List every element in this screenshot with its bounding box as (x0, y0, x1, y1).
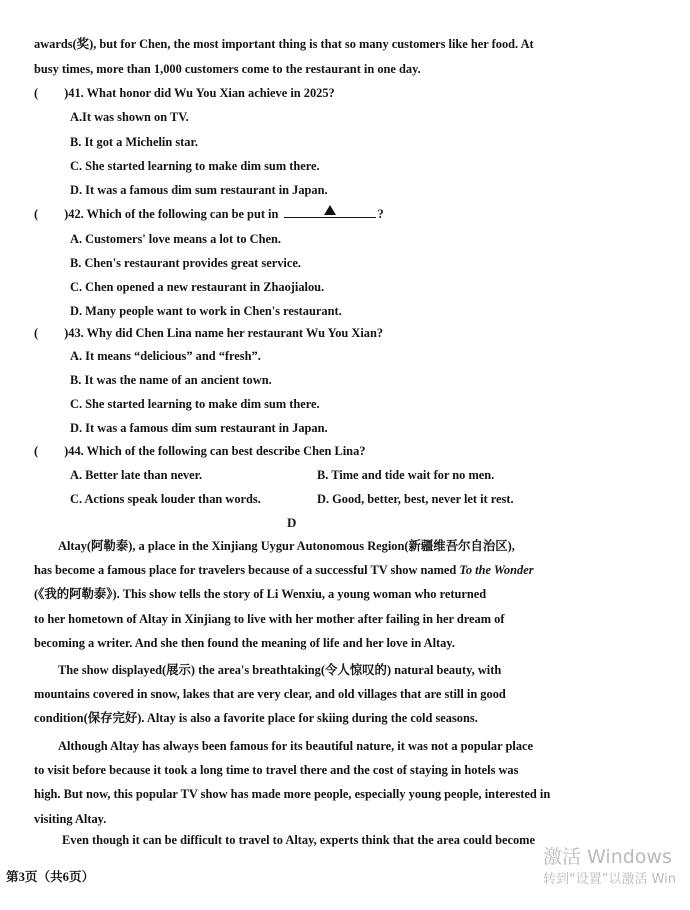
answer-bracket-open[interactable]: ( (34, 326, 39, 340)
paragraph-line: to her hometown of Altay in Xinjiang to live with her mother after failing in her dream of (34, 611, 505, 626)
question-stem: Why did Chen Lina name her restaurant Wu You Xian? (86, 326, 384, 340)
question-42 (34, 206, 384, 222)
option-d[interactable]: D. It was a famous dim sum restaurant in Japan. (70, 183, 328, 197)
option-d[interactable]: D. Many people want to work in Chen's restaurant. (70, 304, 342, 318)
paragraph-line: Altay(阿勒泰), a place in the Xinjiang Uygur Autonomous Region(新疆维吾尔自治区), (58, 539, 515, 553)
paragraph-3 (34, 734, 574, 831)
answer-bracket-close: ) (64, 326, 69, 340)
option-a[interactable]: A. Better late than never. (70, 468, 203, 482)
option-b[interactable]: B. It got a Michelin star. (70, 135, 198, 149)
page-number: 第3页（共6页） (6, 870, 95, 884)
option-c[interactable]: C. Actions speak louder than words. (70, 492, 261, 506)
option-c[interactable]: C. She started learning to make dim sum there. (70, 397, 320, 411)
answer-bracket-open[interactable]: ( (34, 86, 39, 100)
paragraph-line: mountains covered in snow, lakes that are very clear, and old villages that are still in good (34, 687, 506, 702)
question-43 (34, 325, 383, 341)
option-d[interactable]: D. Good, better, best, never let it rest. (317, 492, 514, 506)
passage-line: awards(奖), but for Chen, the most important thing is that so many customers like her food. At (34, 37, 534, 51)
question-number: 44. (68, 444, 84, 458)
paragraph-line-text: has become a famous place for travelers because of a successful TV show named (34, 563, 457, 578)
paragraph-line: high. But now, this popular TV show has made more people, especially young people, interested in (34, 787, 551, 802)
option-c[interactable]: C. She started learning to make dim sum there. (70, 159, 320, 173)
option-a[interactable]: A.It was shown on TV. (70, 110, 189, 124)
answer-bracket-open[interactable]: ( (34, 207, 39, 221)
paragraph-line: (《我的阿勒泰》). This show tells the story of Li Wenxiu, a young woman who returned (34, 587, 487, 602)
paragraph-line: Although Altay has always been famous for its beautiful nature, it was not a popular place (58, 739, 534, 753)
question-stem-end: ? (377, 207, 384, 221)
option-a[interactable]: A. It means “delicious” and “fresh”. (70, 349, 261, 363)
question-number: 42. (68, 207, 84, 221)
paragraph-line (34, 558, 574, 582)
paragraph-1 (34, 534, 574, 655)
paragraph-line: to visit before because it took a long time to travel there and the cost of staying in hotels was (34, 763, 519, 778)
question-stem: Which of the following can be put in (86, 207, 279, 221)
option-a[interactable]: A. Customers' love means a lot to Chen. (70, 232, 281, 246)
section-heading: D (287, 515, 297, 530)
answer-blank (284, 216, 376, 218)
option-c[interactable]: C. Chen opened a new restaurant in Zhaojialou. (70, 280, 325, 294)
paragraph-line: condition(保存完好). Altay is also a favorite place for skiing during the cold seasons. (34, 711, 478, 726)
question-44 (34, 443, 365, 459)
passage-line: busy times, more than 1,000 customers come to the restaurant in one day. (34, 62, 421, 76)
paragraph-line: Even though it can be difficult to travel to Altay, experts think that the area could become (62, 833, 535, 847)
activation-watermark-title: 激活 Windows (543, 846, 672, 868)
paragraph-line: The show displayed(展示) the area's breathtaking(令人惊叹的) natural beauty, with (58, 663, 502, 677)
answer-bracket-close: ) (64, 86, 69, 100)
paragraph-line: visiting Altay. (34, 811, 107, 826)
question-41 (34, 85, 335, 101)
option-b[interactable]: B. Chen's restaurant provides great service. (70, 256, 301, 270)
question-stem: What honor did Wu You Xian achieve in 2025? (86, 86, 335, 100)
activation-watermark-subtitle: 转到“设置”以激活 Win (543, 872, 677, 887)
question-number: 41. (68, 86, 84, 100)
show-title: To the Wonder (459, 563, 534, 578)
paragraph-4 (34, 828, 574, 852)
paragraph-2 (34, 658, 574, 731)
answer-bracket-open[interactable]: ( (34, 444, 39, 458)
question-number: 43. (68, 326, 84, 340)
question-stem: Which of the following can best describe Chen Lina? (86, 444, 366, 458)
paragraph-line: becoming a writer. And she then found the meaning of life and her love in Altay. (34, 635, 455, 650)
option-b[interactable]: B. Time and tide wait for no men. (317, 468, 495, 482)
answer-bracket-close: ) (64, 207, 69, 221)
answer-bracket-close: ) (64, 444, 69, 458)
option-b[interactable]: B. It was the name of an ancient town. (70, 373, 272, 387)
triangle-icon (324, 205, 336, 215)
option-d[interactable]: D. It was a famous dim sum restaurant in Japan. (70, 421, 328, 435)
